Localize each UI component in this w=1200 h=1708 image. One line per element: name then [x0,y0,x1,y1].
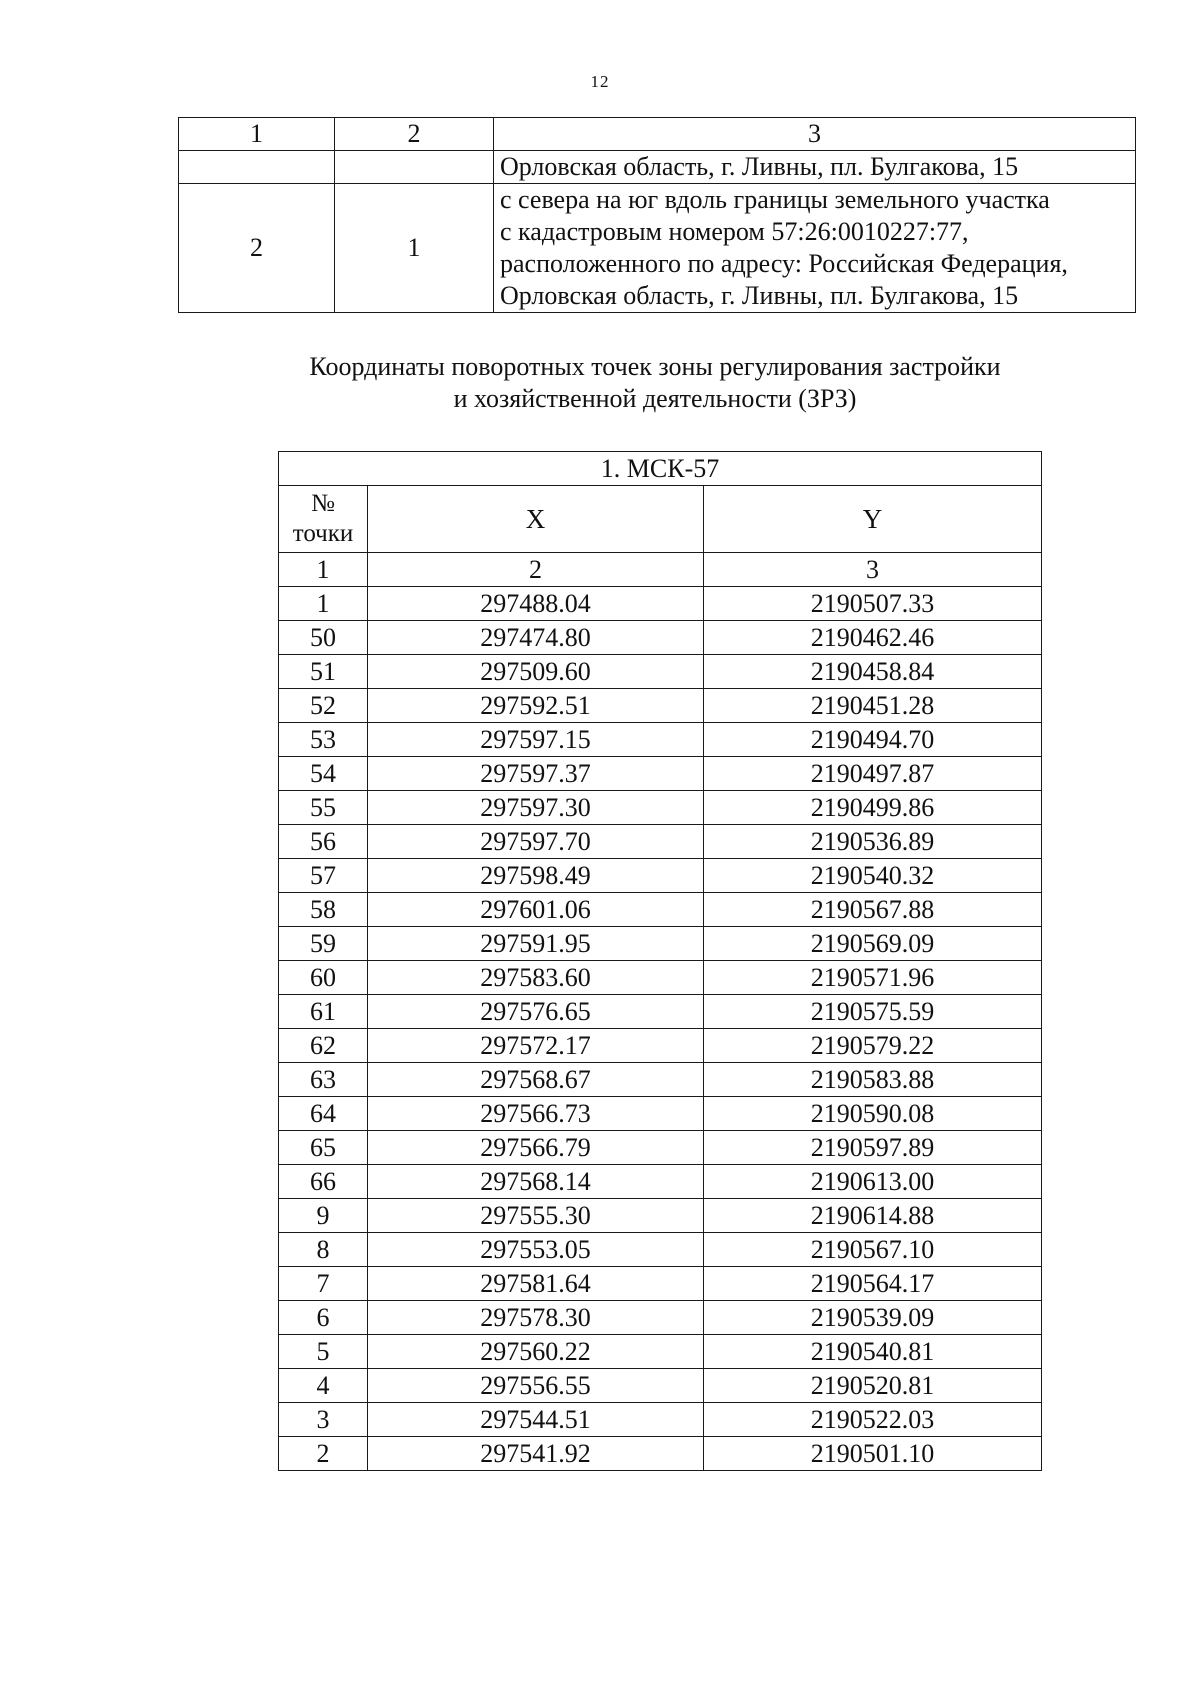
table-row [279,1233,1042,1267]
description-line: Орловская область, г. Ливны, пл. Булгакова, 15 [500,281,1019,310]
y-coordinate-cell: 2190571.96 [704,961,1042,995]
table-row [279,757,1042,791]
table-row [279,1165,1042,1199]
point-number-cell: 62 [279,1029,368,1063]
point-number-cell: 66 [279,1165,368,1199]
y-coordinate-cell: 2190583.88 [704,1063,1042,1097]
table-row [279,1131,1042,1165]
x-coordinate-cell: 297553.05 [368,1233,704,1267]
y-coordinate-cell: 2190564.17 [704,1267,1042,1301]
point-number-cell: 54 [279,757,368,791]
x-coordinate-cell: 297581.64 [368,1267,704,1301]
header-cell: 2 [335,118,494,151]
y-coordinate-cell: 2190501.10 [704,1437,1042,1471]
point-number-cell: 1 [279,587,368,621]
point-number-cell: 55 [279,791,368,825]
x-coordinate-cell: 297597.15 [368,723,704,757]
table-row [279,1097,1042,1131]
point-number-cell: 65 [279,1131,368,1165]
table-row [179,151,1136,184]
y-coordinate-cell: 2190507.33 [704,587,1042,621]
y-coordinate-cell: 2190567.10 [704,1233,1042,1267]
y-coordinate-cell: 2190540.81 [704,1335,1042,1369]
table-row [279,1369,1042,1403]
table-row [179,184,1136,313]
coordinate-system-cell: 1. МСК-57 [279,452,1042,486]
point-number-cell: 8 [279,1233,368,1267]
y-header: Y [704,486,1042,553]
column-index-cell: 2 [368,553,704,587]
y-coordinate-cell: 2190458.84 [704,655,1042,689]
number-sign: № [311,490,335,517]
y-coordinate-cell: 2190451.28 [704,689,1042,723]
y-coordinate-cell: 2190497.87 [704,757,1042,791]
point-number-cell: 59 [279,927,368,961]
x-coordinate-cell: 297601.06 [368,893,704,927]
table-row [279,995,1042,1029]
coordinate-system-row [279,452,1042,486]
point-number-cell: 7 [279,1267,368,1301]
x-coordinate-cell: 297597.37 [368,757,704,791]
table-row [279,1335,1042,1369]
x-coordinate-cell: 297583.60 [368,961,704,995]
x-coordinate-cell: 297598.49 [368,859,704,893]
x-coordinate-cell: 297556.55 [368,1369,704,1403]
x-coordinate-cell: 297488.04 [368,587,704,621]
y-coordinate-cell: 2190579.22 [704,1029,1042,1063]
x-coordinate-cell: 297592.51 [368,689,704,723]
point-number-cell: 4 [279,1369,368,1403]
coordinates-table [278,451,1042,1471]
point-number-cell: 5 [279,1335,368,1369]
point-number-cell: 9 [279,1199,368,1233]
boundary-description-cell [494,184,1136,313]
table-row [279,1063,1042,1097]
point-label: точки [292,520,354,547]
point-number-cell: 6 [279,1301,368,1335]
point-number-cell: 51 [279,655,368,689]
point-number-cell: 50 [279,621,368,655]
point-number-cell: 61 [279,995,368,1029]
y-coordinate-cell: 2190494.70 [704,723,1042,757]
x-coordinate-cell: 297591.95 [368,927,704,961]
table-row [279,655,1042,689]
table-row [279,1301,1042,1335]
point-number-cell: 64 [279,1097,368,1131]
table-row [279,927,1042,961]
x-coordinate-cell: 297560.22 [368,1335,704,1369]
x-coordinate-cell: 297566.73 [368,1097,704,1131]
point-number-cell: 52 [279,689,368,723]
y-coordinate-cell: 2190614.88 [704,1199,1042,1233]
table-row [279,1403,1042,1437]
table-row [279,1199,1042,1233]
table-row [279,1267,1042,1301]
table-row [279,859,1042,893]
point-from-cell: 2 [179,184,335,313]
x-coordinate-cell: 297572.17 [368,1029,704,1063]
table-row [279,689,1042,723]
column-index-cell: 3 [704,553,1042,587]
table-row [279,893,1042,927]
y-coordinate-cell: 2190590.08 [704,1097,1042,1131]
x-coordinate-cell: 297541.92 [368,1437,704,1471]
table-row [279,1437,1042,1471]
point-number-header [279,486,368,553]
y-coordinate-cell: 2190567.88 [704,893,1042,927]
column-index-row [279,553,1042,587]
table-row [279,587,1042,621]
x-header: X [368,486,704,553]
x-coordinate-cell: 297474.80 [368,621,704,655]
point-number-cell: 56 [279,825,368,859]
y-coordinate-cell: 2190536.89 [704,825,1042,859]
x-coordinate-cell: 297509.60 [368,655,704,689]
point-number-cell: 53 [279,723,368,757]
y-coordinate-cell: 2190569.09 [704,927,1042,961]
x-coordinate-cell: 297597.70 [368,825,704,859]
table-row [279,791,1042,825]
address-cell: Орловская область, г. Ливны, пл. Булгакова, 15 [494,151,1136,184]
table-row [279,723,1042,757]
point-to-cell: 1 [335,184,494,313]
y-coordinate-cell: 2190539.09 [704,1301,1042,1335]
description-line: с севера на юг вдоль границы земельного участка [500,185,1050,214]
x-coordinate-cell: 297576.65 [368,995,704,1029]
section-title-line-1: Координаты поворотных точек зоны регулирования застройки [309,352,1001,381]
point-number-cell: 58 [279,893,368,927]
point-number-cell: 3 [279,1403,368,1437]
x-coordinate-cell: 297544.51 [368,1403,704,1437]
boundary-description-table [178,117,1136,313]
point-number-cell: 63 [279,1063,368,1097]
x-coordinate-cell: 297566.79 [368,1131,704,1165]
column-index-cell: 1 [279,553,368,587]
x-coordinate-cell: 297597.30 [368,791,704,825]
point-number-cell: 57 [279,859,368,893]
table-row [279,1029,1042,1063]
y-coordinate-cell: 2190597.89 [704,1131,1042,1165]
y-coordinate-cell: 2190575.59 [704,995,1042,1029]
y-coordinate-cell: 2190522.03 [704,1403,1042,1437]
x-coordinate-cell: 297568.14 [368,1165,704,1199]
table-cell [335,151,494,184]
table-header-row [179,118,1136,151]
y-coordinate-cell: 2190540.32 [704,859,1042,893]
table-row [279,961,1042,995]
header-cell: 3 [494,118,1136,151]
page-number: 12 [590,72,610,91]
column-header-row [279,486,1042,553]
x-coordinate-cell: 297568.67 [368,1063,704,1097]
description-line: расположенного по адресу: Российская Федерация, [500,249,1068,278]
y-coordinate-cell: 2190520.81 [704,1369,1042,1403]
point-number-cell: 60 [279,961,368,995]
x-coordinate-cell: 297555.30 [368,1199,704,1233]
header-cell: 1 [179,118,335,151]
y-coordinate-cell: 2190499.86 [704,791,1042,825]
table-cell [179,151,335,184]
y-coordinate-cell: 2190613.00 [704,1165,1042,1199]
y-coordinate-cell: 2190462.46 [704,621,1042,655]
table-row [279,621,1042,655]
point-number-cell: 2 [279,1437,368,1471]
x-coordinate-cell: 297578.30 [368,1301,704,1335]
section-title-line-2: и хозяйственной деятельности (ЗРЗ) [453,384,857,413]
description-line: с кадастровым номером 57:26:0010227:77, [500,217,969,246]
table-row [279,825,1042,859]
